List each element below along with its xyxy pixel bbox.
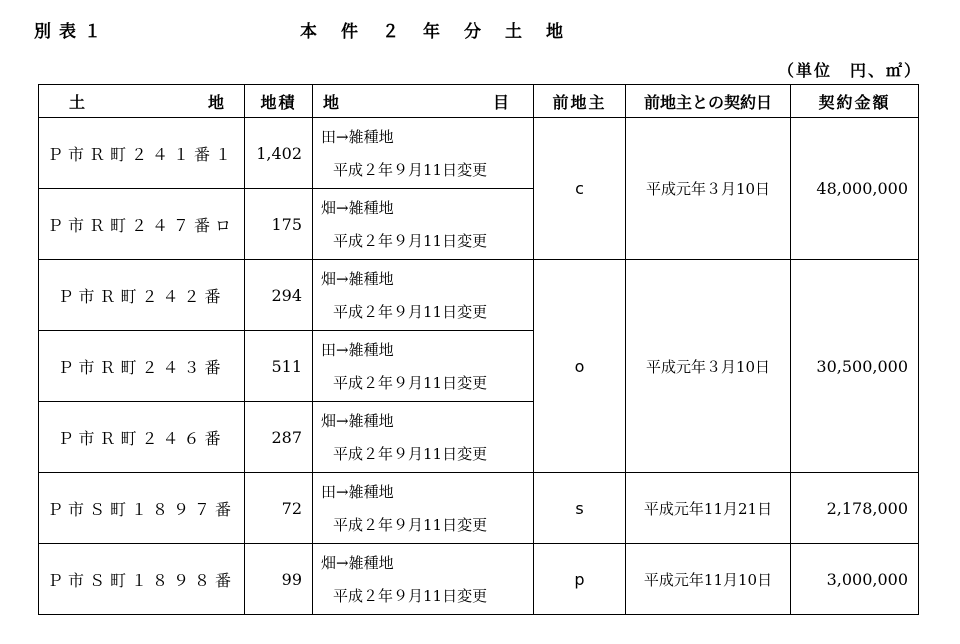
category-cell bbox=[313, 473, 534, 544]
land-cell: Ｐ市Ｓ町１８９７番 bbox=[39, 473, 245, 544]
col-header-land-left: 土 bbox=[69, 92, 86, 112]
prev-owner-cell: p bbox=[534, 544, 626, 615]
col-header-contract-date: 前地主との契約日 bbox=[626, 85, 791, 118]
col-header-category-left: 地 bbox=[323, 92, 340, 112]
contract-date-cell: 平成元年３月10日 bbox=[626, 260, 791, 473]
contract-date-cell: 平成元年11月10日 bbox=[626, 544, 791, 615]
area-cell: 1,402 bbox=[245, 118, 313, 189]
land-cell: Ｐ市Ｒ町２４６番 bbox=[39, 402, 245, 473]
amount-cell: 3,000,000 bbox=[791, 544, 919, 615]
land-cell: Ｐ市Ｒ町２４７番ロ bbox=[39, 189, 245, 260]
area-cell: 175 bbox=[245, 189, 313, 260]
category-change-date: 平成２年９月11日変更 bbox=[333, 232, 488, 250]
col-header-category-right: 目 bbox=[492, 92, 509, 112]
category-change-date: 平成２年９月11日変更 bbox=[333, 303, 488, 321]
category-cell bbox=[313, 402, 534, 473]
contract-date-cell: 平成元年３月10日 bbox=[626, 118, 791, 260]
category-cell bbox=[313, 189, 534, 260]
category-change-date: 平成２年９月11日変更 bbox=[333, 374, 488, 392]
category-change-date: 平成２年９月11日変更 bbox=[333, 161, 488, 179]
col-header-land bbox=[39, 85, 245, 118]
table-row bbox=[39, 118, 919, 189]
land-cell: Ｐ市Ｒ町２４３番 bbox=[39, 331, 245, 402]
category-change: 田→雑種地 bbox=[321, 483, 394, 501]
category-change-date: 平成２年９月11日変更 bbox=[333, 516, 488, 534]
category-change: 田→雑種地 bbox=[321, 128, 394, 146]
category-change-date: 平成２年９月11日変更 bbox=[333, 445, 488, 463]
area-cell: 287 bbox=[245, 402, 313, 473]
land-cell: Ｐ市Ｒ町２４２番 bbox=[39, 260, 245, 331]
area-cell: 99 bbox=[245, 544, 313, 615]
land-cell: Ｐ市Ｓ町１８９８番 bbox=[39, 544, 245, 615]
area-cell: 294 bbox=[245, 260, 313, 331]
category-change: 畑→雑種地 bbox=[321, 270, 394, 288]
category-cell bbox=[313, 118, 534, 189]
amount-cell: 2,178,000 bbox=[791, 473, 919, 544]
col-header-prev-owner: 前地主 bbox=[534, 85, 626, 118]
category-change: 畑→雑種地 bbox=[321, 199, 394, 217]
prev-owner-cell: s bbox=[534, 473, 626, 544]
amount-cell: 48,000,000 bbox=[791, 118, 919, 260]
col-header-land-right: 地 bbox=[207, 92, 224, 112]
header-row bbox=[39, 85, 919, 118]
table-row bbox=[39, 544, 919, 615]
prev-owner-cell: o bbox=[534, 260, 626, 473]
category-change: 畑→雑種地 bbox=[321, 412, 394, 430]
category-change-date: 平成２年９月11日変更 bbox=[333, 587, 488, 605]
category-cell bbox=[313, 544, 534, 615]
land-table bbox=[38, 84, 919, 615]
unit-note: （単位 円、㎡） bbox=[777, 61, 922, 80]
col-header-amount: 契約金額 bbox=[791, 85, 919, 118]
category-cell bbox=[313, 331, 534, 402]
col-header-category bbox=[313, 85, 534, 118]
amount-cell: 30,500,000 bbox=[791, 260, 919, 473]
area-cell: 511 bbox=[245, 331, 313, 402]
contract-date-cell: 平成元年11月21日 bbox=[626, 473, 791, 544]
category-cell bbox=[313, 260, 534, 331]
document-title: 本件２年分土地 bbox=[300, 22, 587, 42]
table-row bbox=[39, 473, 919, 544]
category-change: 畑→雑種地 bbox=[321, 554, 394, 572]
area-cell: 72 bbox=[245, 473, 313, 544]
table-row bbox=[39, 260, 919, 331]
category-change: 田→雑種地 bbox=[321, 341, 394, 359]
appendix-label: 別表１ bbox=[34, 22, 109, 42]
col-header-area: 地積 bbox=[245, 85, 313, 118]
land-cell: Ｐ市Ｒ町２４１番１ bbox=[39, 118, 245, 189]
prev-owner-cell: c bbox=[534, 118, 626, 260]
